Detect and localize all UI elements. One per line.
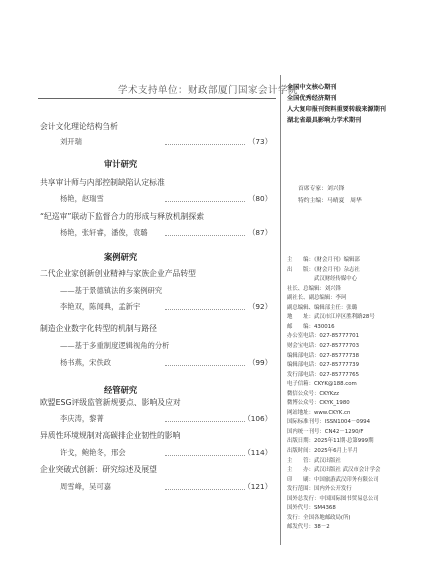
- info-line: 社长、总编辑：刘兴锋: [287, 286, 341, 292]
- toc-authors: 杨艳，赵瑞雪: [60, 194, 104, 203]
- toc-leader-dots: [165, 144, 245, 145]
- info-line: 编辑部电话：027-85777738: [287, 353, 360, 359]
- info-line: 地 址：武汉市江岸区胜利路28号: [287, 314, 375, 320]
- toc-authors: 李艳双，陈闻典，孟新宇: [60, 302, 141, 311]
- toc-authors: 周雪峰，吴可嘉: [60, 482, 112, 491]
- toc-article-title[interactable]: “纪巡审”联动下监督合力的形成与释放机制探索: [40, 212, 205, 221]
- toc-article-title[interactable]: 欧盟ESG评级监管新规要点、影响及应对: [40, 398, 181, 407]
- info-line: 主 管：武汉出版社: [287, 458, 341, 464]
- toc-article-title[interactable]: 共享审计师与内部控制缺陷认定标准: [40, 178, 165, 187]
- toc-page-number: （114）: [243, 448, 272, 457]
- honor-2: 全国优秀经济期刊: [287, 95, 337, 102]
- toc-leader-dots: [165, 489, 245, 490]
- toc-authors: 许戈，鲍艳冬，邢会: [60, 448, 126, 457]
- header-divider: [38, 98, 276, 99]
- honor-1: 全国中文核心期刊: [287, 84, 337, 91]
- info-line: 发行：全国各地邮政局(所): [287, 515, 351, 521]
- info-line: 国内统一刊号：CN42－1290/F: [287, 429, 364, 435]
- info-line: 国外代号：SM4368: [287, 505, 336, 511]
- toc-page-number: （99）: [248, 358, 272, 367]
- toc-authors: 杨书燕，宋佚政: [60, 358, 112, 367]
- info-line: 印 刷：中国旅游武汉印务有限公司: [287, 477, 379, 483]
- info-line: 财会宝电话：027-85777703: [287, 343, 360, 349]
- toc-article-title[interactable]: 企业突破式创新：研究综述及展望: [40, 465, 157, 474]
- guest-editor: 特约主编：马晴夏 周华: [298, 198, 362, 204]
- toc-article-title[interactable]: 二代企业家创新创业精神与家族企业产品转型: [40, 269, 196, 278]
- toc-authors: 刘开瑞: [60, 137, 82, 146]
- info-line: 微博公众号：CKYK_1980: [287, 400, 350, 406]
- info-line: 副总编辑、编辑部主任：张璐: [287, 305, 358, 311]
- toc-page-number: （121）: [243, 482, 272, 491]
- section-heading: 审计研究: [104, 159, 138, 169]
- toc-page-number: （73）: [248, 137, 272, 146]
- info-line: 邮发代号：38－2: [287, 524, 330, 530]
- toc-leader-dots: [165, 455, 245, 456]
- toc-article-subtitle: ——基于多重制度逻辑视角的分析: [60, 341, 170, 350]
- toc-article-title[interactable]: 制造企业数字化转型的机制与路径: [40, 324, 157, 333]
- info-line: 武汉财经传媒中心: [287, 276, 358, 282]
- toc-page-number: （87）: [248, 228, 272, 237]
- column-divider: [280, 75, 281, 545]
- toc-leader-dots: [165, 201, 245, 202]
- info-line: 出 版：《财会月刊》杂志社: [287, 267, 360, 273]
- info-line: 主 编：《财会月刊》编辑部: [287, 257, 360, 263]
- info-line: 办公室电话：027-85777701: [287, 333, 360, 339]
- section-heading: 经管研究: [104, 385, 138, 395]
- chief-expert: 首席专家：刘兴锋: [298, 186, 345, 192]
- toc-leader-dots: [165, 235, 245, 236]
- section-heading: 案例研究: [104, 252, 138, 262]
- info-line: 编辑部电话：027-85777739: [287, 362, 360, 368]
- toc-article-title[interactable]: 会计文化理论结构刍析: [40, 122, 118, 131]
- toc-page-number: （106）: [243, 414, 272, 423]
- info-line: 主 办：武汉出版社 武汉市会计学会: [287, 467, 381, 473]
- toc-leader-dots: [165, 309, 245, 310]
- toc-page-number: （92）: [248, 302, 272, 311]
- toc-leader-dots: [165, 365, 245, 366]
- toc-article-title[interactable]: 异质性环境规制对高碳排企业韧性的影响: [40, 431, 181, 440]
- info-line: 出版日期：2025年11期·总第999期: [287, 438, 374, 444]
- info-line: 副社长、副总编辑：李珂: [287, 295, 347, 301]
- honor-3: 人大复印报刊资料重要转载来源期刊: [287, 106, 386, 113]
- toc-authors: 李庆涛，黎菁: [60, 414, 104, 423]
- info-line[interactable]: 电子信箱：CKYK@188.com: [287, 381, 357, 387]
- info-line: 发行部电话：027-85777765: [287, 372, 360, 378]
- info-line: 微信公众号：CKYKzz: [287, 391, 339, 397]
- toc-page-number: （80）: [248, 194, 272, 203]
- info-line[interactable]: 网站地址：www.CKYK.cn: [287, 410, 351, 416]
- toc-authors: 杨艳，张轩睿，潘俊，袁璐: [60, 228, 148, 237]
- sponsor-line: 学术支持单位：财政部厦门国家会计学院: [118, 85, 299, 96]
- info-line: 发行范围：国内外公开发行: [287, 486, 352, 492]
- toc-article-subtitle: ——基于景德镇法的多案例研究: [60, 286, 163, 295]
- info-line: 邮 编：430016: [287, 324, 335, 330]
- info-line: 国外总发行：中国国际图书贸易总公司: [287, 496, 379, 502]
- info-line: 出版时间：2025年6月上半月: [287, 448, 359, 454]
- honor-4: 湖北省最具影响力学术期刊: [287, 117, 362, 124]
- info-line: 国际标准刊号：ISSN1004－0994: [287, 419, 371, 425]
- toc-leader-dots: [165, 421, 245, 422]
